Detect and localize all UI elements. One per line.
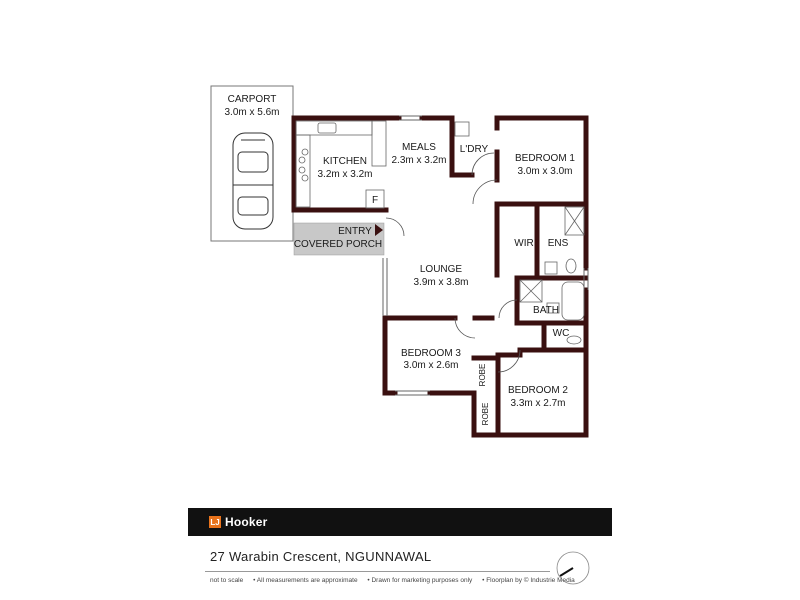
bath-name: BATH <box>533 305 559 316</box>
lounge-dims: 3.9m x 3.8m <box>413 277 469 288</box>
disclaimer-line <box>210 577 583 584</box>
compass-icon <box>556 551 590 585</box>
wir-name: WIR <box>514 238 534 249</box>
entry-name: ENTRY <box>338 226 372 237</box>
kitchen-dims: 3.2m x 3.2m <box>317 169 373 180</box>
laundry-name: L'DRY <box>459 144 489 155</box>
disclaimer-measurements: • All measurements are approximate <box>253 577 358 584</box>
fridge-label: F <box>371 195 379 206</box>
bedroom1-dims: 3.0m x 3.0m <box>517 166 573 177</box>
robe2-name: ROBE <box>481 402 490 426</box>
bedroom2-dims: 3.3m x 2.7m <box>510 398 566 409</box>
brand-bar <box>188 508 612 536</box>
lj-hooker-logo-icon <box>209 516 221 528</box>
address-divider <box>205 571 550 572</box>
ensuite-name: ENS <box>547 238 569 249</box>
meals-dims: 2.3m x 3.2m <box>391 155 447 166</box>
carport-dims: 3.0m x 5.6m <box>224 107 280 118</box>
porch-name: COVERED PORCH <box>293 239 383 250</box>
bedroom1-name: BEDROOM 1 <box>514 153 576 164</box>
kitchen-name: KITCHEN <box>323 156 367 167</box>
door-swings <box>386 153 520 372</box>
disclaimer-marketing: • Drawn for marketing purposes only <box>367 577 473 584</box>
bedroom3-dims: 3.0m x 2.6m <box>403 360 459 371</box>
carport-name: CARPORT <box>227 94 277 105</box>
bedroom3-name: BEDROOM 3 <box>400 348 462 359</box>
laundry-tub <box>455 122 469 136</box>
wc-name: WC <box>552 328 570 339</box>
lounge-name: LOUNGE <box>419 264 463 275</box>
property-address: 27 Warabin Crescent, NGUNNAWAL <box>210 549 432 564</box>
robe1-name: ROBE <box>478 363 487 387</box>
car-icon <box>233 133 273 229</box>
disclaimer-credit: • Floorplan by © Industrie Media <box>482 577 575 584</box>
meals-name: MEALS <box>402 142 436 153</box>
logo-mark: LJ <box>210 517 220 527</box>
brand-name: Hooker <box>225 515 268 529</box>
bedroom2-name: BEDROOM 2 <box>507 385 569 396</box>
disclaimer-scale: not to scale <box>210 577 244 584</box>
